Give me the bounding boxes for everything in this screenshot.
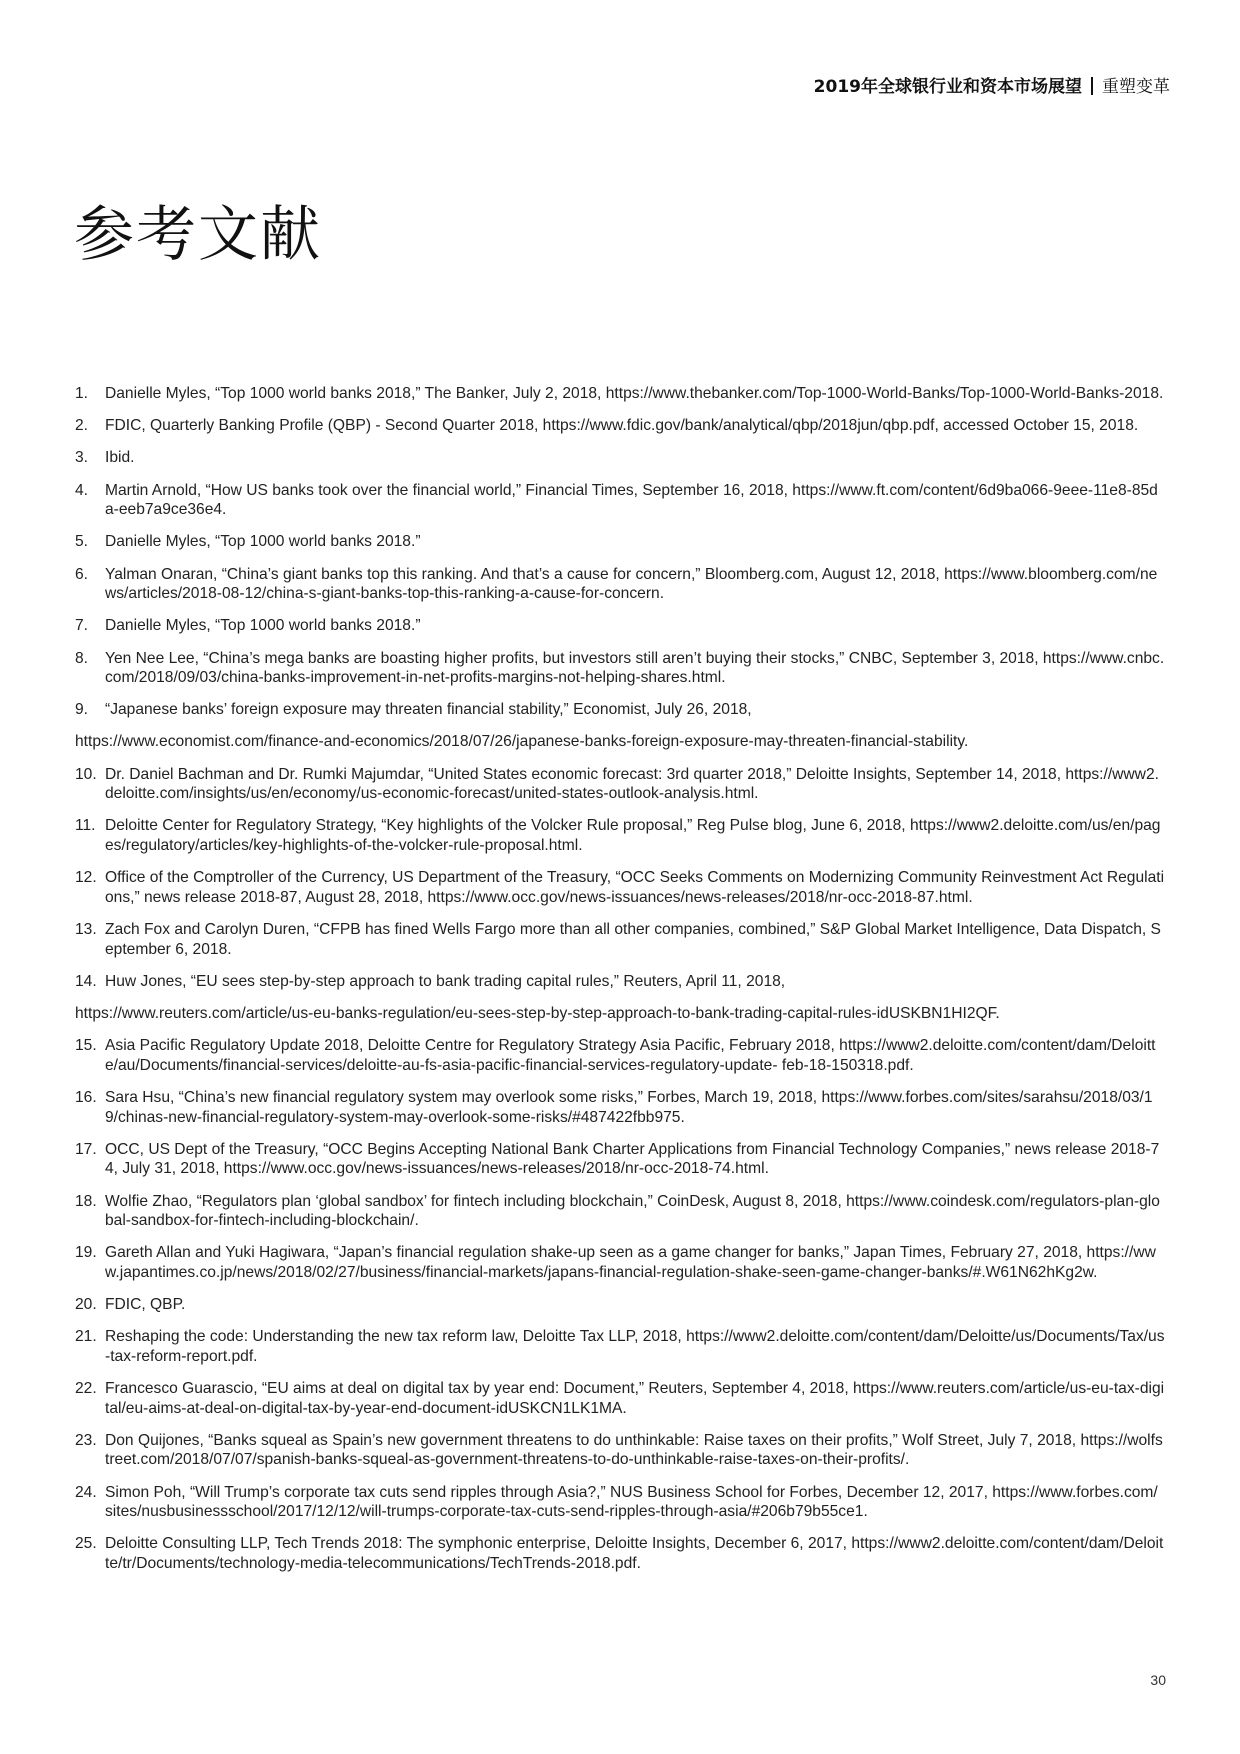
reference-number: 1.	[75, 385, 89, 402]
reference-item	[75, 1088, 1165, 1127]
reference-text: Danielle Myles, “Top 1000 world banks 2018.”	[105, 617, 421, 635]
reference-item	[75, 532, 1165, 552]
reference-item	[75, 1036, 1165, 1075]
reference-number: 15.	[75, 1037, 97, 1055]
reference-text: Gareth Allan and Yuki Hagiwara, “Japan’s financial regulation shake-up seen as a game changer for banks,” Japan Times, February 27, 2018, https://www.japantimes.co.jp/news/2018/02/27/business/financial-markets/japans-financial-regulation-shake-seen-game-changer-banks/#.W61N62hKg2w.	[105, 1244, 1156, 1281]
reference-item	[75, 1192, 1165, 1231]
reference-number: 11.	[75, 817, 96, 835]
reference-list	[75, 384, 1165, 1586]
reference-number: 20.	[75, 1296, 97, 1314]
reference-number: 12.	[75, 869, 97, 887]
reference-item	[75, 565, 1165, 604]
reference-item	[75, 649, 1165, 688]
reference-item	[75, 765, 1165, 804]
reference-text: Danielle Myles, “Top 1000 world banks 2018,” The Banker, July 2, 2018, https://www.thebanker.com/Top-1000-World-Banks/Top-1000-World-Banks-2018.	[105, 385, 1164, 402]
reference-text: Ibid.	[105, 449, 135, 467]
reference-text: FDIC, QBP.	[105, 1296, 186, 1314]
reference-number: 18.	[75, 1192, 97, 1210]
page-title: 参考文献	[74, 200, 322, 270]
reference-text: Office of the Comptroller of the Currency, US Department of the Treasury, “OCC Seeks Comments on Modernizing Community Reinvestment Act Regulations,” news release 2018-87, August 28, 2018, https://www.occ.gov/news-issuances/news-releases/2018/nr-occ-2018-87.html.	[105, 869, 1165, 906]
reference-number: 10.	[75, 765, 97, 783]
reference-number: 9.	[75, 701, 89, 719]
reference-text: Wolfie Zhao, “Regulators plan ‘global sandbox’ for fintech including blockchain,” CoinDesk, August 8, 2018, https://www.coindesk.com/regulators-plan-global-sandbox-for-fintech-including-blockchain/.	[105, 1192, 1160, 1230]
reference-number: 16.	[75, 1088, 97, 1106]
reference-number: 5.	[75, 533, 89, 551]
reference-item	[75, 416, 1165, 436]
header-divider	[1091, 77, 1093, 95]
reference-number: 6.	[75, 565, 89, 583]
reference-text: Francesco Guarascio, “EU aims at deal on digital tax by year end: Document,” Reuters, September 4, 2018, https://www.reuters.com/article/us-eu-tax-digital/eu-aims-at-deal-on-digital-tax-by-year-end-document-idUSKCN1LK1MA.	[105, 1380, 1165, 1417]
reference-item	[75, 1243, 1165, 1282]
reference-number: 19.	[75, 1244, 97, 1262]
reference-item	[75, 816, 1165, 855]
reference-item	[75, 1295, 1165, 1315]
reference-item	[75, 732, 1165, 752]
reference-item	[75, 868, 1165, 907]
reference-item	[75, 1534, 1165, 1573]
reference-number: 3.	[75, 449, 89, 467]
reference-number: 8.	[75, 649, 89, 667]
reference-text: Martin Arnold, “How US banks took over the financial world,” Financial Times, September 16, 2018, https://www.ft.com/content/6d9ba066-9eee-11e8-85da-eeb7a9ce36e4.	[105, 481, 1158, 519]
reference-number: 24.	[75, 1483, 97, 1501]
reference-text: Deloitte Consulting LLP, Tech Trends 2018: The symphonic enterprise, Deloitte Insights, December 6, 2017, https://www2.deloitte.com/content/dam/Deloitte/tr/Documents/technology-media-telecommunications/TechTrends-2018.pdf.	[105, 1535, 1164, 1572]
reference-item	[75, 616, 1165, 636]
reference-number: 23.	[75, 1431, 97, 1449]
reference-number: 25.	[75, 1535, 97, 1553]
reference-text: Simon Poh, “Will Trump’s corporate tax cuts send ripples through Asia?,” NUS Business School for Forbes, December 12, 2017, https://www.forbes.com/sites/nusbusinessschool/2017/12/12/will-trumps-corporate-tax-cuts-send-ripples-through-asia/#206b79b55ce1.	[105, 1483, 1158, 1521]
reference-number: 14.	[75, 972, 97, 990]
reference-item	[75, 972, 1165, 992]
reference-item	[75, 1483, 1165, 1522]
reference-number: 22.	[75, 1380, 97, 1398]
reference-text: Danielle Myles, “Top 1000 world banks 2018.”	[105, 533, 421, 551]
reference-text: Sara Hsu, “China’s new financial regulatory system may overlook some risks,” Forbes, March 19, 2018, https://www.forbes.com/sites/sarahsu/2018/03/19/chinas-new-financial-regulatory-system-may-overlook-some-risks/#487422fbb975.	[105, 1088, 1153, 1126]
reference-item	[75, 1379, 1165, 1418]
reference-item	[75, 1140, 1165, 1179]
reference-number: 21.	[75, 1328, 97, 1346]
reference-text: https://www.economist.com/finance-and-economics/2018/07/26/japanese-banks-foreign-exposure-may-threaten-financial-stability.	[75, 733, 969, 751]
reference-item	[75, 700, 1165, 720]
reference-text: Huw Jones, “EU sees step-by-step approach to bank trading capital rules,” Reuters, April 11, 2018,	[105, 972, 786, 990]
reference-text: “Japanese banks’ foreign exposure may threaten financial stability,” Economist, July 26, 2018,	[105, 701, 752, 719]
reference-number: 2.	[75, 417, 89, 435]
reference-number: 7.	[75, 617, 89, 635]
reference-item	[75, 1004, 1165, 1024]
reference-text: Yen Nee Lee, “China’s mega banks are boasting higher profits, but investors still aren’t buying their stocks,” CNBC, September 3, 2018, https://www.cnbc.com/2018/09/03/china-banks-improvement-in-net-profits-margins-not-helping-shares.html.	[105, 649, 1165, 687]
reference-item	[75, 1327, 1165, 1366]
reference-text: OCC, US Dept of the Treasury, “OCC Begins Accepting National Bank Charter Applications from Financial Technology Companies,” news release 2018-74, July 31, 2018, https://www.occ.gov/news-issuances/news-releases/2018/nr-occ-2018-74.html.	[105, 1140, 1160, 1178]
reference-text: Zach Fox and Carolyn Duren, “CFPB has fined Wells Fargo more than all other companies, combined,” S&P Global Market Intelligence, Data Dispatch, September 6, 2018.	[105, 921, 1161, 958]
report-title: 2019年全球银行业和资本市场展望	[813, 77, 1082, 97]
reference-text: FDIC, Quarterly Banking Profile (QBP) - Second Quarter 2018, https://www.fdic.gov/bank/analytical/qbp/2018jun/qbp.pdf, accessed October 15, 2018.	[105, 417, 1139, 435]
reference-item	[75, 481, 1165, 520]
reference-item	[75, 384, 1165, 404]
reference-number: 17.	[75, 1140, 97, 1158]
reference-text: Deloitte Center for Regulatory Strategy, “Key highlights of the Volcker Rule proposal,” Reg Pulse blog, June 6, 2018, https://www2.deloitte.com/us/en/pages/regulatory/articles/key-highlights-of-the-volcker-rule-proposal.html.	[105, 817, 1161, 855]
report-subtitle: 重塑变革	[1102, 77, 1170, 97]
reference-number: 4.	[75, 481, 89, 499]
reference-text: https://www.reuters.com/article/us-eu-banks-regulation/eu-sees-step-by-step-approach-to-bank-trading-capital-rules-idUSKBN1HI2QF.	[75, 1004, 1000, 1022]
reference-item	[75, 1431, 1165, 1470]
reference-text: Yalman Onaran, “China’s giant banks top this ranking. And that’s a cause for concern,” Bloomberg.com, August 12, 2018, https://www.bloomberg.com/news/articles/2018-08-12/china-s-giant-banks-top-this-ranking-a-cause-for-concern.	[105, 565, 1158, 603]
running-header	[814, 72, 1170, 97]
reference-item	[75, 920, 1165, 959]
reference-text: Don Quijones, “Banks squeal as Spain’s new government threatens to do unthinkable: Raise taxes on their profits,” Wolf Street, July 7, 2018, https://wolfstreet.com/2018/07/07/spanish-banks-squeal-as-government-threatens-to-do-unthinkable-raise-taxes-on-their-profits/.	[105, 1431, 1163, 1469]
reference-item	[75, 448, 1165, 468]
reference-number: 13.	[75, 921, 97, 938]
reference-text: Reshaping the code: Understanding the new tax reform law, Deloitte Tax LLP, 2018, https://www2.deloitte.com/content/dam/Deloitte/us/Documents/Tax/us-tax-reform-report.pdf.	[105, 1328, 1165, 1365]
page-number: 30	[1150, 1672, 1166, 1688]
reference-text: Asia Pacific Regulatory Update 2018, Deloitte Centre for Regulatory Strategy Asia Pacific, February 2018, https://www2.deloitte.com/content/dam/Deloitte/au/Documents/financial-services/deloitte-au-fs-asia-pacific-financial-services-regulatory-update- feb-18-150318.pdf.	[105, 1037, 1156, 1074]
reference-text: Dr. Daniel Bachman and Dr. Rumki Majumdar, “United States economic forecast: 3rd quarter 2018,” Deloitte Insights, September 14, 2018, https://www2.deloitte.com/insights/us/en/economy/us-economic-forecast/united-states-outlook-analysis.html.	[105, 765, 1159, 803]
